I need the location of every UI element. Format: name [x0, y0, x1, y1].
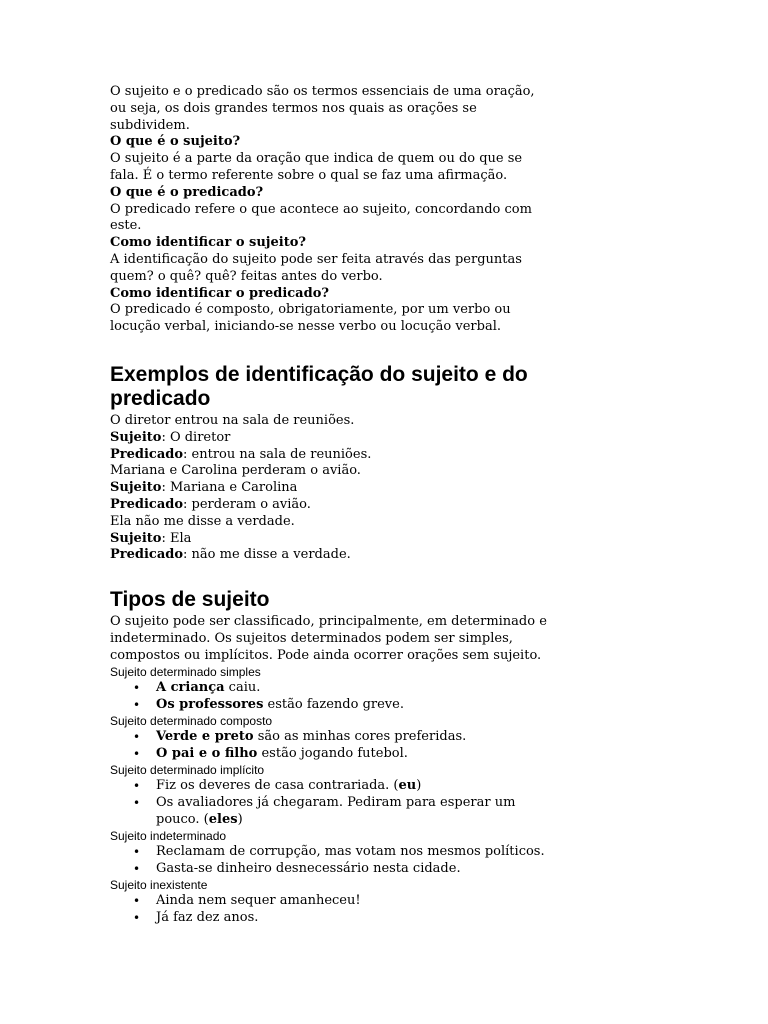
example-sentence: Mariana e Carolina perderam o avião. [110, 463, 361, 479]
example-subject: A criança [156, 680, 225, 696]
predicado-label: Predicado [110, 496, 184, 512]
example-subject: O pai e o filho [156, 745, 258, 761]
implicit-subject: eu [398, 778, 417, 794]
list-item [110, 729, 550, 746]
question-heading-predicado: O que é o predicado? [110, 184, 264, 200]
predicado-value: : perderam o avião. [183, 496, 311, 512]
sujeito-label: Sujeito [110, 429, 162, 445]
example-block [110, 413, 550, 463]
answer-sujeito: O sujeito é a parte da oração que indica de quem ou do que se fala. É o termo referente sobre o qual se faz uma afirmação. [110, 151, 523, 183]
example-sujeito-line [110, 531, 550, 548]
subheading-composto: Sujeito determinado composto [110, 713, 273, 728]
implicit-subject: eles [208, 811, 238, 827]
example-subject: Os professores [156, 696, 264, 712]
sujeito-value: : Mariana e Carolina [161, 480, 298, 496]
list-indeterminado [110, 844, 550, 878]
example-sentence: Ela não me disse a verdade. [110, 513, 295, 529]
subheading-indeterminado: Sujeito indeterminado [110, 828, 227, 843]
list-item: • Gasta-se dinheiro desnecessário nesta cidade. [110, 861, 550, 878]
predicado-label: Predicado [110, 547, 184, 563]
section-heading-tipos: Tipos de sujeito [110, 588, 270, 612]
tipos-intro-paragraph: O sujeito pode ser classificado, principalmente, em determinado e indeterminado. Os sujeitos determinados podem ser simples, compostos ou implícitos. Pode ainda ocorrer orações sem sujeito. [110, 614, 547, 663]
subheading-implicito: Sujeito determinado implícito [110, 762, 265, 777]
subheading-inexistente: Sujeito inexistente [110, 877, 208, 892]
sujeito-value: : O diretor [161, 429, 231, 445]
list-item [110, 778, 550, 795]
list-item: • Já faz dez anos. [110, 910, 550, 927]
list-implicito [110, 778, 550, 828]
list-inexistente [110, 893, 550, 927]
list-item [110, 795, 550, 829]
predicado-value: : entrou na sala de reuniões. [183, 446, 372, 462]
example-sentence: O diretor entrou na sala de reuniões. [110, 412, 355, 428]
example-subject: Verde e preto [156, 729, 254, 745]
example-sujeito-line [110, 480, 550, 497]
example-block [110, 514, 550, 564]
list-item [110, 680, 550, 697]
example-text: Fiz os deveres de casa contrariada. ( [156, 778, 399, 794]
answer-identificar-predicado: O predicado é composto, obrigatoriamente, por um verbo ou locução verbal, iniciando-se nesse verbo ou locução verbal. [110, 302, 511, 335]
document-page [110, 84, 550, 927]
example-rest: estão fazendo greve. [263, 696, 404, 712]
list-item: • Ainda nem sequer amanheceu! [110, 893, 550, 910]
section-heading-exemplos: Exemplos de identificação do sujeito e do predicado [110, 362, 528, 410]
sujeito-label: Sujeito [110, 480, 162, 496]
intro-paragraph: O sujeito e o predicado são os termos essenciais de uma oração, ou seja, os dois grandes termos nos quais as orações se subdividem. [110, 84, 535, 133]
list-item [110, 697, 550, 714]
answer-identificar-sujeito: A identificação do sujeito pode ser feita através das perguntas quem? o quê? quê? feitas antes do verbo. [110, 251, 522, 284]
subheading-simples: Sujeito determinado simples [110, 664, 261, 679]
answer-predicado: O predicado refere o que acontece ao sujeito, concordando com este. [110, 201, 532, 234]
example-sujeito-line [110, 430, 550, 447]
list-simples [110, 680, 550, 714]
question-heading-sujeito: O que é o sujeito? [110, 134, 241, 150]
sujeito-value: : Ela [161, 530, 192, 546]
question-heading-identificar-predicado: Como identificar o predicado? [110, 285, 329, 301]
example-rest: são as minhas cores preferidas. [253, 729, 467, 745]
example-block [110, 463, 550, 513]
closing-paren: ) [416, 778, 422, 794]
example-text: Os avaliadores já chegaram. Pediram para esperar um pouco. ( [156, 795, 516, 827]
sujeito-label: Sujeito [110, 530, 162, 546]
list-composto [110, 729, 550, 763]
example-rest: caiu. [224, 680, 261, 696]
question-heading-identificar-sujeito: Como identificar o sujeito? [110, 235, 307, 251]
example-predicado-line [110, 497, 550, 514]
example-rest: estão jogando futebol. [257, 745, 408, 761]
list-item: • Reclamam de corrupção, mas votam nos mesmos políticos. [110, 844, 550, 861]
predicado-label: Predicado [110, 446, 184, 462]
example-predicado-line [110, 547, 550, 564]
closing-paren: ) [237, 811, 243, 827]
predicado-value: : não me disse a verdade. [183, 547, 351, 563]
example-predicado-line [110, 447, 550, 464]
list-item [110, 746, 550, 763]
